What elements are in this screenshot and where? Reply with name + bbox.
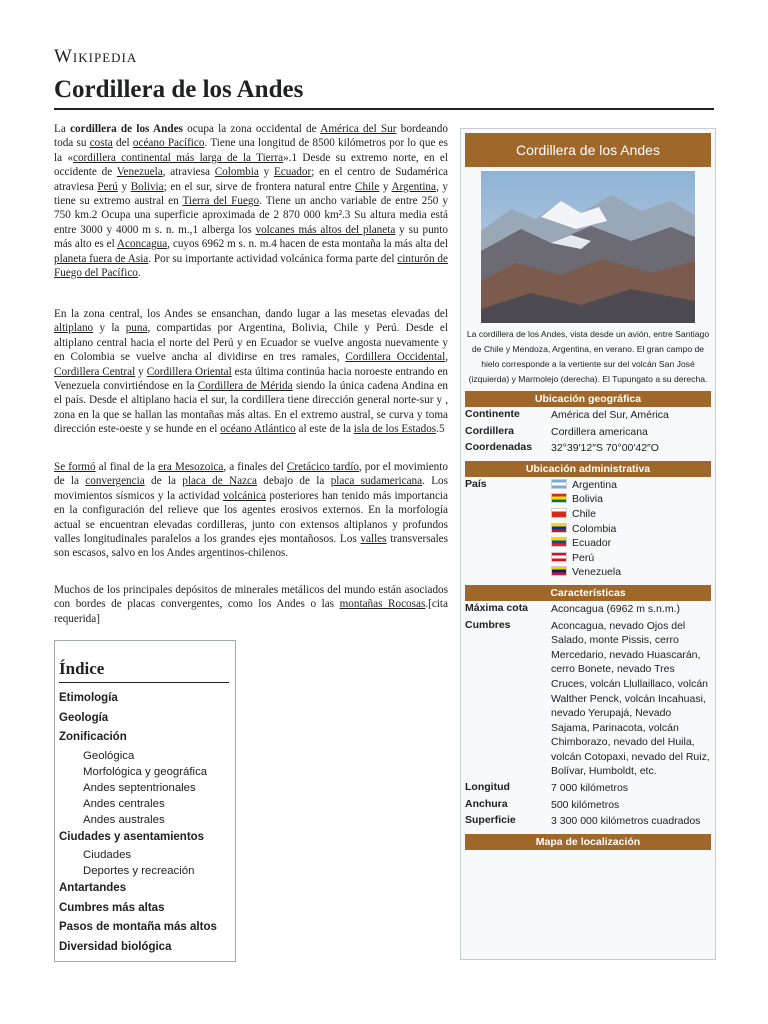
flag-icon [551,508,567,518]
row-label: Continente [465,408,520,420]
article-text: bordeando toda su [54,123,448,150]
article-link[interactable]: Cordillera Occidental [345,351,446,364]
wikipedia-wordmark[interactable]: Wikipedia [54,46,138,67]
toc-item[interactable]: Geología [59,711,109,724]
toc-item[interactable]: Andes septentrionales [83,781,196,794]
article-link[interactable]: Cordillera Central [54,365,136,378]
location-map[interactable] [465,854,711,940]
row-pais [465,477,711,581]
toc-item[interactable]: Antartandes [59,882,127,894]
infobox-title: Cordillera de los Andes [465,133,711,167]
flag-icon [551,537,567,547]
article-text: , cuyos 6962 m s. n. m.4 [167,238,277,251]
country-list [551,478,711,580]
article-link[interactable]: Colombia [214,166,259,179]
row-label: Anchura [465,797,508,810]
article-link[interactable]: Bolivia [130,180,164,193]
row-label: Máxima cota [465,601,529,614]
infobox [460,128,716,960]
article-link[interactable]: costa [89,137,113,150]
article-text: y su punto más alto es el [54,223,448,251]
article-link[interactable]: era Mesozoica [158,461,224,473]
toc-item[interactable]: Zonificación [59,731,127,743]
article-text: al este de la [295,423,354,436]
coordenadas-value[interactable]: 32°39′12″S 70°00′42″O [551,442,659,455]
article-link[interactable]: isla de los Estados [353,423,437,436]
article-text: La [54,123,71,135]
article-text: Ocupa una superficie aproximada de 2 870 000 km².3 [97,209,351,222]
toc-item[interactable]: Diversidad biológica [59,940,172,953]
article-link[interactable]: altiplano [54,322,94,335]
article-link[interactable]: América del Sur [320,123,397,135]
article-text: hacen de esta montaña la más alta del [276,238,448,251]
toc-item[interactable]: Pasos de montaña más altos [59,921,217,933]
article-link[interactable]: puna [125,322,148,335]
article-link[interactable]: convergencia [85,475,145,488]
article-link[interactable]: Aconcagua [116,238,168,251]
article-link[interactable]: valles [360,533,387,546]
country-name[interactable]: Ecuador [572,537,612,550]
article-link[interactable]: Cordillera Oriental [146,365,232,378]
country-name[interactable]: Bolivia [572,493,603,506]
country-name[interactable]: Argentina [572,478,617,491]
section-caracteristicas: Características [465,585,711,601]
page-title: Cordillera de los Andes [54,76,304,103]
formation-paragraph [54,460,448,561]
country-item[interactable] [551,565,711,580]
article-link[interactable]: montañas Rocosas [339,598,426,611]
row-label: Cumbres [465,618,511,631]
toc-list [59,689,235,957]
mountain-photo-icon[interactable] [481,171,695,323]
article-link[interactable]: océano Atlántico [220,423,296,436]
country-name[interactable]: Chile [572,507,596,520]
row-anchura [465,797,711,814]
article-link[interactable]: cinturón de Fuego del Pacífico [54,252,448,280]
article-text: y [379,180,392,193]
continente-value[interactable]: América del Sur, América [551,409,669,421]
section-mapa-localizacion: Mapa de localización [465,834,711,850]
article-link[interactable]: Argentina [391,180,436,193]
flag-icon [551,566,567,576]
infobox-caption: La cordillera de los Andes, vista desde un avión, entre Santiago de Chile y Mendoza, Argentina, en verano. El gran campo de hielo corresponde a la vertiente sur del volcán San José (izquierda) y Marmolejo (derecha). El Tupungato a su derecha. [466,329,710,384]
country-item[interactable] [551,507,711,522]
row-label: Superficie [465,814,516,827]
article-link[interactable]: Tierra del Fuego [182,195,260,208]
country-name[interactable]: Perú [572,551,595,564]
row-label: Cordillera [465,424,515,437]
article-text: al final de la [95,461,159,473]
article-text: siendo la única cadena Andina en el país. Desde el altiplano hacia el sur, la cordillera tiene dirección general norte-sur y , zona en la que se hallan las montañas más altas. En el extremo austral, se curva y toma dirección este-oeste y se hunde en el [54,380,448,436]
article-text: de la [144,475,183,488]
toc-item[interactable]: Andes centrales [83,797,165,810]
toc-item[interactable]: Andes australes [83,813,165,826]
article-text: ; en el sur, sirve de frontera natural entre [163,180,355,193]
row-cumbres [465,618,711,781]
row-label: Coordenadas [465,441,533,454]
article-link[interactable]: Se formó [54,461,96,473]
cumbres-value[interactable]: Aconcagua, nevado Ojos del Salado, monte Pissis, cerro Mercedario, nevado Huascarán, cerro Bonete, nevado Tres Cruces, volcán Llullaillaco, volcán Walther Penck, volcán Incahuasi, nevado Yerupajá, Nevado Sajama, Parinacota, volcán Chimborazo, nevado del Huila, volcán Cotopaxi, nevado del Ruiz, Bolívar, Humboldt, etc. [551,619,710,778]
article-link[interactable]: Venezuela [116,166,163,179]
article-text: . Por su importante actividad volcánica forma parte del [148,252,398,265]
country-item[interactable] [551,478,711,493]
country-item[interactable] [551,522,711,537]
flag-icon [551,493,567,503]
longitud-value: 7 000 kilómetros [551,782,629,795]
country-item[interactable] [551,492,711,507]
article-link[interactable]: Cordillera de Mérida [197,380,293,393]
article-text: , compartidas por Argentina, Bolivia, Chile y Perú. Desde el altiplano central hacia el norte del Perú y en Ecuador se vuelve angosta nuevamente y en Colombia se vuelve ancha al dividirse en tres ramales, [54,322,449,364]
article-text: alberga los [198,223,256,236]
article-link[interactable]: cordillera continental más larga de la Tierra [73,151,284,164]
superficie-value: 3 300 000 kilómetros cuadrados [551,815,701,828]
article-text: Desde su extremo norte, en el occidente de [54,151,449,179]
flag-icon [551,552,567,562]
article-text: ».1 [283,151,298,164]
toc-item[interactable]: Deportes y recreación [83,865,195,877]
toc-item[interactable]: Ciudades y asentamientos [59,830,205,843]
article-link[interactable]: placa sudamericana [330,475,423,488]
country-item[interactable] [551,551,711,566]
article-text: debajo de la [256,475,331,488]
title-divider [54,108,714,110]
table-of-contents [54,640,236,962]
section-ubicacion-geografica: Ubicación geográfica [465,391,711,407]
anchura-value: 500 kilómetros [551,798,620,811]
toc-item[interactable]: Geológica [83,749,135,762]
article-text: y la [93,322,126,335]
cordillera-value[interactable]: Cordillera americana [551,425,648,438]
article-link[interactable]: Cretácico tardío [286,461,359,473]
row-maxima-cota [465,601,711,618]
article-text: , a finales del [223,461,287,473]
article-text: . Los movimientos sísmicos y la actividad [54,475,448,502]
article-text: ocupa la zona occidental de [182,123,321,135]
article-text: . Tiene un ancho variable de entre 250 y 750 km.2 [54,195,448,222]
article-link[interactable]: volcanes más altos del planeta [255,223,396,236]
article-text: y [117,180,131,193]
article-text: ; en el centro de Sudamérica atraviesa [54,166,449,193]
article-text: esta última continúa hacia noroeste entrando en Venezuela convirtiéndose en la [54,365,448,393]
toc-item[interactable]: Etimología [59,692,118,704]
zones-paragraph [54,307,448,437]
toc-item[interactable]: Morfológica y geográfica [83,765,208,778]
row-label: País [465,477,487,490]
flag-icon [551,523,567,533]
article-text: .[cita requerida] [54,598,448,625]
article-link[interactable]: Ecuador [273,166,312,179]
article-text: y [135,365,147,378]
intro-paragraph [54,122,448,280]
article-text: posteriores han tenido más importancia en la configuración del relieve que los agentes erosivos externos. En la morfología actual se encuentran elevadas cordilleras, junto con extensos altiplanos y profundos valles longitudinales paralelos a los grandes ejes montañosos. Los [54,489,448,546]
article-text: transversales son escasos, salvo en los Andes argentinos-chilenos. [54,533,448,560]
article-link[interactable]: volcánica [223,489,266,502]
row-superficie [465,813,711,830]
article-text: , y tiene su extremo austral en [54,180,448,208]
article-text: Muchos de los principales depósitos de minerales metálicos del mundo están asociados con bordes de placas convergentes, como los Andes o las [54,584,448,611]
toc-heading: Índice [59,659,229,683]
country-item[interactable] [551,536,711,551]
article-link[interactable]: placa de Nazca [182,475,257,488]
article-text: Su altura media está entre 3000 y 4000 m s. n. m.,1 [54,209,448,236]
flag-icon [551,479,567,489]
row-coordenadas [465,440,711,457]
toc-item[interactable]: Cumbres más altas [59,901,165,914]
row-label: Longitud [465,781,510,794]
row-cordillera [465,424,711,441]
article-bold-term: cordillera de los Andes [70,123,183,135]
article-link[interactable]: planeta fuera de Asia [54,252,149,265]
row-longitud [465,780,711,797]
country-name[interactable]: Colombia [572,522,617,535]
section-ubicacion-administrativa: Ubicación administrativa [465,461,711,477]
article-text: , atraviesa [162,166,215,179]
toc-item[interactable]: Ciudades [83,849,132,861]
article-text: , [445,351,448,364]
row-continente [465,407,711,424]
article-text: En la zona central, los Andes se ensanchan, dando lugar a las mesetas elevadas del [54,308,448,320]
article-text: .5 [436,423,445,436]
article-text: . [137,267,141,280]
mountain-photo-svg [481,171,695,323]
article-text: del [112,137,133,150]
article-text: , por el movimiento de la [54,461,448,488]
country-name[interactable]: Venezuela [572,566,622,579]
article-text: y [258,166,274,179]
article-link[interactable]: Chile [355,180,380,193]
article-text: . Tiene una longitud de 8500 kilómetros por lo que es la « [54,137,448,164]
article-link[interactable]: océano Pacífico [132,137,205,150]
article-link[interactable]: Perú [97,180,118,193]
maxima-value[interactable]: Aconcagua (6962 m s.n.m.) [551,602,680,615]
minerals-paragraph [54,583,448,626]
